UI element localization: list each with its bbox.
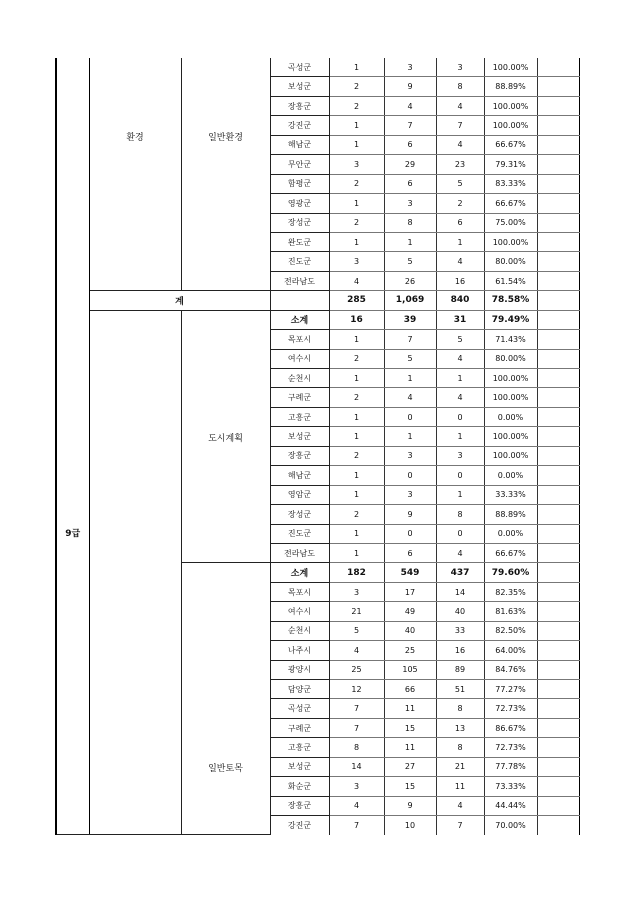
rate-cell: 64.00%: [484, 641, 537, 660]
region-cell: 장성군: [270, 505, 329, 524]
subfield-cell: 일반토목: [181, 563, 270, 835]
note-cell: [537, 718, 579, 737]
applicants-cell: 4: [384, 388, 436, 407]
positions-cell: 1: [329, 232, 384, 251]
note-cell: [537, 582, 579, 601]
total-value: 78.58%: [484, 291, 537, 310]
positions-cell: 1: [329, 485, 384, 504]
positions-cell: 21: [329, 602, 384, 621]
region-cell: 광양시: [270, 660, 329, 679]
positions-cell: 25: [329, 660, 384, 679]
note-cell: [537, 252, 579, 271]
positions-cell: 2: [329, 77, 384, 96]
note-cell: [537, 291, 579, 310]
note-cell: [537, 680, 579, 699]
applicants-cell: 10: [384, 816, 436, 835]
positions-cell: 2: [329, 388, 384, 407]
total-value: 840: [436, 291, 484, 310]
passed-cell: 4: [436, 796, 484, 815]
note-cell: [537, 407, 579, 426]
rate-cell: 82.50%: [484, 621, 537, 640]
passed-cell: 4: [436, 543, 484, 562]
region-cell: 곡성군: [270, 699, 329, 718]
note-cell: [537, 77, 579, 96]
note-cell: [537, 777, 579, 796]
applicants-cell: 0: [384, 407, 436, 426]
applicants-cell: 15: [384, 718, 436, 737]
passed-cell: 14: [436, 582, 484, 601]
passed-cell: 8: [436, 699, 484, 718]
note-cell: [537, 660, 579, 679]
positions-cell: 2: [329, 213, 384, 232]
passed-cell: 8: [436, 738, 484, 757]
applicants-cell: 6: [384, 174, 436, 193]
passed-cell: 1: [436, 485, 484, 504]
note-cell: [537, 96, 579, 115]
rate-cell: 83.33%: [484, 174, 537, 193]
passed-cell: 2: [436, 194, 484, 213]
passed-cell: 89: [436, 660, 484, 679]
positions-cell: 1: [329, 369, 384, 388]
applicants-cell: 1: [384, 369, 436, 388]
applicants-cell: 9: [384, 77, 436, 96]
total-row: [56, 291, 579, 310]
passed-cell: 4: [436, 135, 484, 154]
rate-cell: 73.33%: [484, 777, 537, 796]
positions-cell: 2: [329, 446, 384, 465]
positions-cell: 4: [329, 641, 384, 660]
passed-cell: 437: [436, 563, 484, 582]
region-cell: 전라남도: [270, 271, 329, 290]
note-cell: [537, 757, 579, 776]
region-cell: 나주시: [270, 641, 329, 660]
rate-cell: 70.00%: [484, 816, 537, 835]
note-cell: [537, 466, 579, 485]
positions-cell: 2: [329, 505, 384, 524]
rate-cell: 75.00%: [484, 213, 537, 232]
note-cell: [537, 505, 579, 524]
applicants-cell: 3: [384, 194, 436, 213]
rate-cell: 100.00%: [484, 446, 537, 465]
field-cell: [89, 310, 181, 834]
region-cell: 해남군: [270, 135, 329, 154]
rate-cell: 79.60%: [484, 563, 537, 582]
passed-cell: 0: [436, 407, 484, 426]
note-cell: [537, 621, 579, 640]
positions-cell: 12: [329, 680, 384, 699]
rate-cell: 81.63%: [484, 602, 537, 621]
region-cell: 순천시: [270, 621, 329, 640]
note-cell: [537, 369, 579, 388]
passed-cell: 23: [436, 155, 484, 174]
passed-cell: 16: [436, 641, 484, 660]
note-cell: [537, 816, 579, 835]
positions-cell: 1: [329, 466, 384, 485]
rate-cell: 100.00%: [484, 369, 537, 388]
note-cell: [537, 641, 579, 660]
region-cell: 진도군: [270, 524, 329, 543]
applicants-cell: 549: [384, 563, 436, 582]
applicants-cell: 1: [384, 232, 436, 251]
positions-cell: 4: [329, 796, 384, 815]
rate-cell: 72.73%: [484, 738, 537, 757]
positions-cell: 1: [329, 427, 384, 446]
applicants-cell: 40: [384, 621, 436, 640]
applicants-cell: 8: [384, 213, 436, 232]
note-cell: [537, 194, 579, 213]
subfield-cell: 도시계획: [181, 310, 270, 563]
passed-cell: 1: [436, 369, 484, 388]
region-cell: 담양군: [270, 680, 329, 699]
rate-cell: 77.78%: [484, 757, 537, 776]
rate-cell: 66.67%: [484, 194, 537, 213]
region-cell: 소계: [270, 310, 329, 329]
rate-cell: 72.73%: [484, 699, 537, 718]
region-cell: 강진군: [270, 816, 329, 835]
region-cell: 고흥군: [270, 738, 329, 757]
applicants-cell: 17: [384, 582, 436, 601]
region-cell: 무안군: [270, 155, 329, 174]
rate-cell: 44.44%: [484, 796, 537, 815]
applicants-cell: 66: [384, 680, 436, 699]
positions-cell: 182: [329, 563, 384, 582]
positions-cell: 7: [329, 718, 384, 737]
rate-cell: 0.00%: [484, 524, 537, 543]
region-cell: 목포시: [270, 582, 329, 601]
positions-cell: 7: [329, 816, 384, 835]
region-cell: 진도군: [270, 252, 329, 271]
passed-cell: 0: [436, 524, 484, 543]
rate-cell: 0.00%: [484, 466, 537, 485]
note-cell: [537, 388, 579, 407]
positions-cell: 1: [329, 58, 384, 77]
region-cell: 장성군: [270, 213, 329, 232]
rate-cell: 88.89%: [484, 505, 537, 524]
region-cell: 목포시: [270, 330, 329, 349]
rate-cell: 86.67%: [484, 718, 537, 737]
applicants-cell: 25: [384, 641, 436, 660]
rate-cell: 0.00%: [484, 407, 537, 426]
passed-cell: 6: [436, 213, 484, 232]
positions-cell: 16: [329, 310, 384, 329]
applicants-cell: 27: [384, 757, 436, 776]
total-value: 1,069: [384, 291, 436, 310]
applicants-cell: 11: [384, 699, 436, 718]
note-cell: [537, 485, 579, 504]
note-cell: [537, 543, 579, 562]
region-cell: 영광군: [270, 194, 329, 213]
positions-cell: 5: [329, 621, 384, 640]
positions-cell: 1: [329, 407, 384, 426]
applicants-cell: 3: [384, 58, 436, 77]
note-cell: [537, 738, 579, 757]
positions-cell: 2: [329, 96, 384, 115]
passed-cell: 8: [436, 77, 484, 96]
passed-cell: 11: [436, 777, 484, 796]
positions-cell: 1: [329, 116, 384, 135]
passed-cell: 4: [436, 349, 484, 368]
passed-cell: 13: [436, 718, 484, 737]
note-cell: [537, 446, 579, 465]
region-cell: 전라남도: [270, 543, 329, 562]
rate-cell: 100.00%: [484, 116, 537, 135]
rate-cell: 77.27%: [484, 680, 537, 699]
rate-cell: 100.00%: [484, 58, 537, 77]
applicants-cell: 29: [384, 155, 436, 174]
applicants-cell: 0: [384, 524, 436, 543]
passed-cell: 8: [436, 505, 484, 524]
note-cell: [537, 174, 579, 193]
positions-cell: 14: [329, 757, 384, 776]
table-row: [56, 58, 579, 77]
applicants-cell: 6: [384, 543, 436, 562]
applicants-cell: 15: [384, 777, 436, 796]
note-cell: [537, 271, 579, 290]
applicants-cell: 39: [384, 310, 436, 329]
total-label: 계: [89, 291, 270, 310]
recruitment-stats-table: [55, 58, 580, 835]
region-cell: 소계: [270, 563, 329, 582]
positions-cell: 1: [329, 543, 384, 562]
region-cell: 곡성군: [270, 58, 329, 77]
applicants-cell: 1: [384, 427, 436, 446]
positions-cell: 3: [329, 155, 384, 174]
passed-cell: 5: [436, 174, 484, 193]
region-cell: 함평군: [270, 174, 329, 193]
rate-cell: 100.00%: [484, 232, 537, 251]
passed-cell: 33: [436, 621, 484, 640]
passed-cell: 7: [436, 816, 484, 835]
rate-cell: 80.00%: [484, 252, 537, 271]
field-cell: 환경: [89, 58, 181, 291]
grade-cell: 9급: [56, 58, 89, 835]
applicants-cell: 5: [384, 252, 436, 271]
rate-cell: 71.43%: [484, 330, 537, 349]
note-cell: [537, 330, 579, 349]
positions-cell: 1: [329, 524, 384, 543]
passed-cell: 5: [436, 330, 484, 349]
region-cell: 해남군: [270, 466, 329, 485]
region-cell: 구례군: [270, 718, 329, 737]
note-cell: [537, 796, 579, 815]
region-cell: 영암군: [270, 485, 329, 504]
note-cell: [537, 310, 579, 329]
rate-cell: 33.33%: [484, 485, 537, 504]
passed-cell: 16: [436, 271, 484, 290]
positions-cell: 3: [329, 582, 384, 601]
applicants-cell: 5: [384, 349, 436, 368]
region-cell: 보성군: [270, 427, 329, 446]
note-cell: [537, 699, 579, 718]
applicants-cell: 6: [384, 135, 436, 154]
applicants-cell: 0: [384, 466, 436, 485]
note-cell: [537, 232, 579, 251]
note-cell: [537, 213, 579, 232]
note-cell: [537, 116, 579, 135]
applicants-cell: 7: [384, 330, 436, 349]
positions-cell: 3: [329, 777, 384, 796]
applicants-cell: 9: [384, 796, 436, 815]
passed-cell: 3: [436, 58, 484, 77]
region-cell: 보성군: [270, 757, 329, 776]
passed-cell: 0: [436, 466, 484, 485]
note-cell: [537, 602, 579, 621]
passed-cell: 4: [436, 96, 484, 115]
passed-cell: 51: [436, 680, 484, 699]
region-cell: 화순군: [270, 777, 329, 796]
applicants-cell: 7: [384, 116, 436, 135]
positions-cell: 3: [329, 252, 384, 271]
applicants-cell: 49: [384, 602, 436, 621]
rate-cell: 88.89%: [484, 77, 537, 96]
passed-cell: 1: [436, 427, 484, 446]
region-cell: 보성군: [270, 77, 329, 96]
positions-cell: 2: [329, 174, 384, 193]
region-cell: 강진군: [270, 116, 329, 135]
region-cell: [270, 291, 329, 310]
rate-cell: 79.49%: [484, 310, 537, 329]
passed-cell: 40: [436, 602, 484, 621]
region-cell: 장흥군: [270, 96, 329, 115]
note-cell: [537, 427, 579, 446]
note-cell: [537, 155, 579, 174]
subfield-cell: 일반환경: [181, 58, 270, 291]
passed-cell: 4: [436, 388, 484, 407]
passed-cell: 1: [436, 232, 484, 251]
rate-cell: 100.00%: [484, 388, 537, 407]
applicants-cell: 3: [384, 446, 436, 465]
passed-cell: 31: [436, 310, 484, 329]
applicants-cell: 3: [384, 485, 436, 504]
region-cell: 여수시: [270, 349, 329, 368]
region-cell: 고흥군: [270, 407, 329, 426]
applicants-cell: 26: [384, 271, 436, 290]
positions-cell: 8: [329, 738, 384, 757]
rate-cell: 66.67%: [484, 135, 537, 154]
positions-cell: 1: [329, 194, 384, 213]
passed-cell: 4: [436, 252, 484, 271]
positions-cell: 1: [329, 330, 384, 349]
positions-cell: 7: [329, 699, 384, 718]
subtotal-row: [56, 310, 579, 329]
rate-cell: 66.67%: [484, 543, 537, 562]
applicants-cell: 9: [384, 505, 436, 524]
rate-cell: 100.00%: [484, 427, 537, 446]
rate-cell: 82.35%: [484, 582, 537, 601]
region-cell: 완도군: [270, 232, 329, 251]
rate-cell: 84.76%: [484, 660, 537, 679]
positions-cell: 2: [329, 349, 384, 368]
region-cell: 장흥군: [270, 446, 329, 465]
passed-cell: 21: [436, 757, 484, 776]
rate-cell: 80.00%: [484, 349, 537, 368]
note-cell: [537, 58, 579, 77]
applicants-cell: 11: [384, 738, 436, 757]
note-cell: [537, 349, 579, 368]
applicants-cell: 105: [384, 660, 436, 679]
region-cell: 순천시: [270, 369, 329, 388]
total-value: 285: [329, 291, 384, 310]
positions-cell: 1: [329, 135, 384, 154]
region-cell: 장흥군: [270, 796, 329, 815]
region-cell: 구례군: [270, 388, 329, 407]
rate-cell: 61.54%: [484, 271, 537, 290]
note-cell: [537, 135, 579, 154]
applicants-cell: 4: [384, 96, 436, 115]
rate-cell: 100.00%: [484, 96, 537, 115]
region-cell: 여수시: [270, 602, 329, 621]
note-cell: [537, 563, 579, 582]
passed-cell: 7: [436, 116, 484, 135]
rate-cell: 79.31%: [484, 155, 537, 174]
note-cell: [537, 524, 579, 543]
positions-cell: 4: [329, 271, 384, 290]
passed-cell: 3: [436, 446, 484, 465]
